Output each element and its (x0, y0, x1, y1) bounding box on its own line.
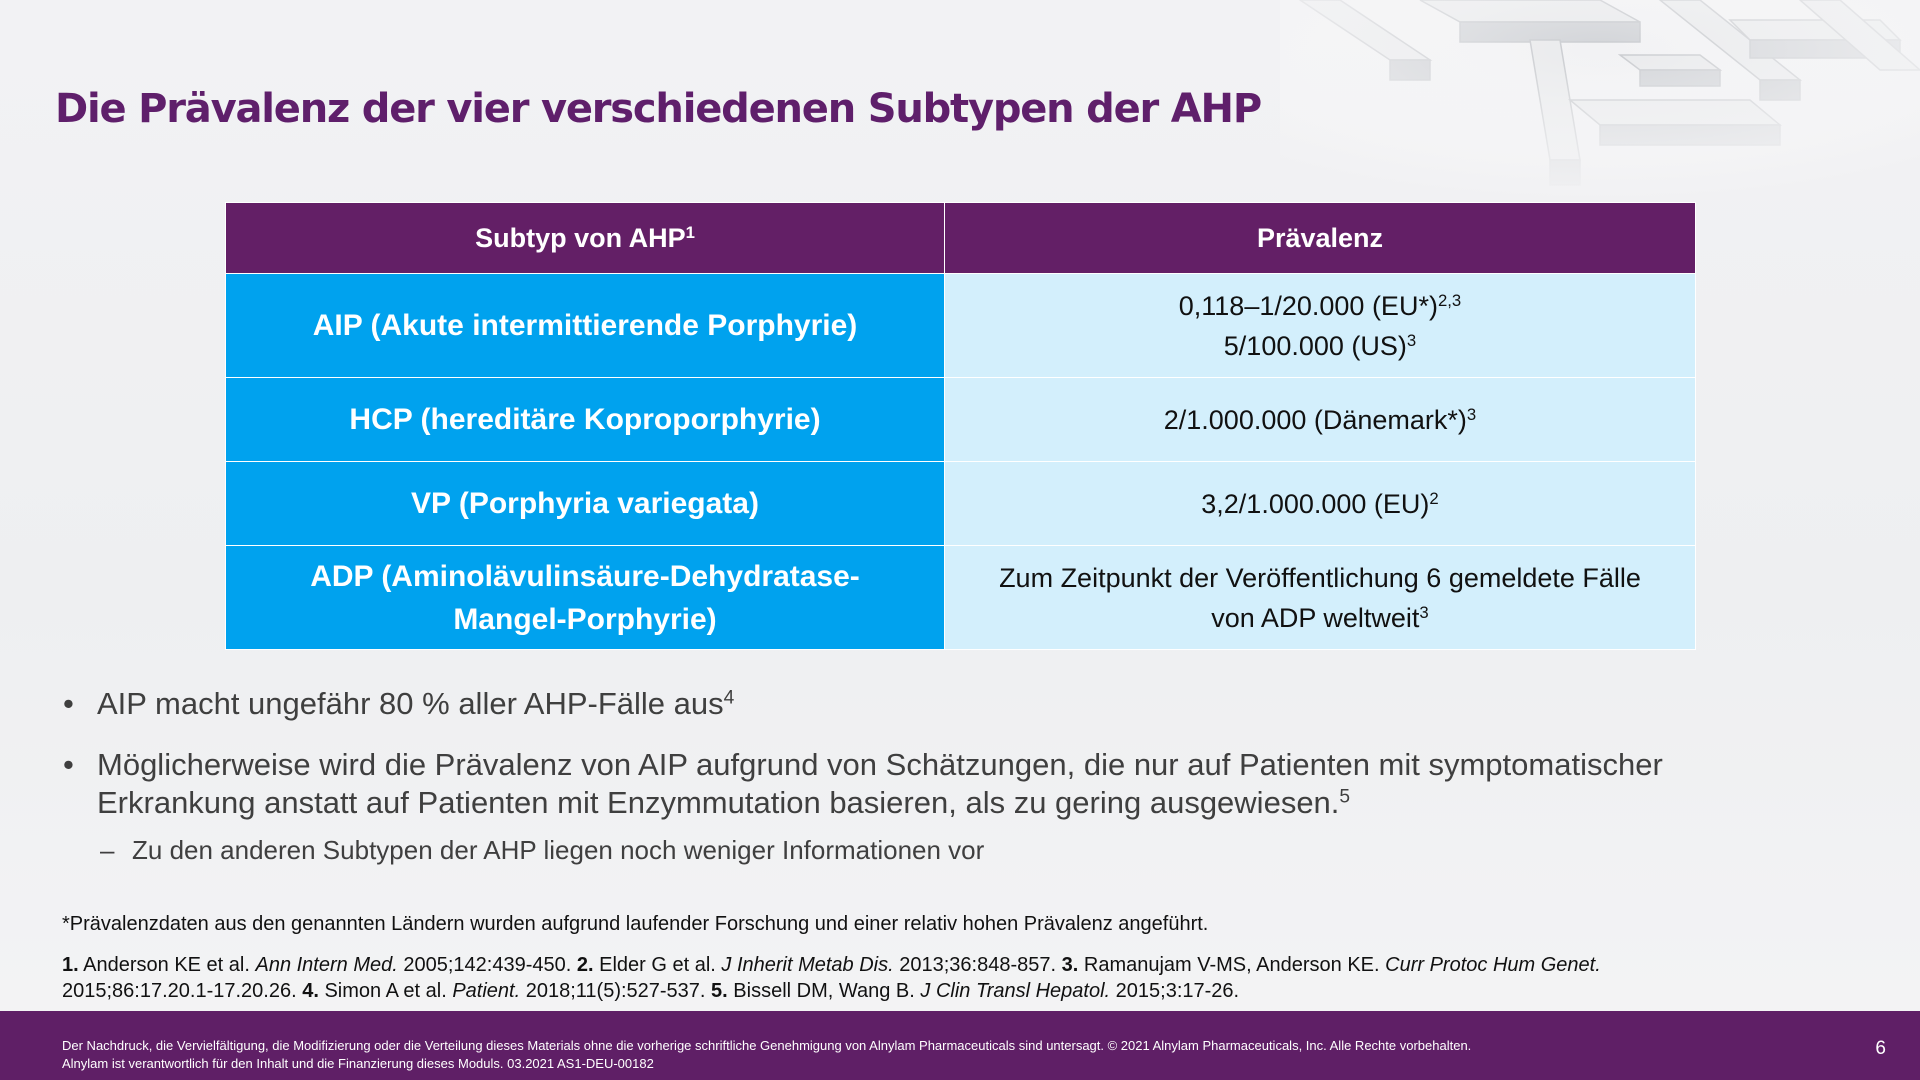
bullet-marker: • (63, 747, 74, 782)
page-title: Die Prävalenz der vier verschiedenen Subtypen der AHP (55, 86, 1261, 132)
reference-item: 1. Anderson KE et al. Ann Intern Med. 2005;142:439-450. (62, 954, 572, 976)
header-subtype: Subtyp von AHP$^1$ (226, 203, 945, 274)
prevalence-cell: 2/1.000.000 (Dänemark*)$^3$ (945, 378, 1696, 462)
table-row (226, 378, 1696, 462)
table-row (226, 546, 1696, 650)
prevalence-table (225, 202, 1696, 650)
reference-item: 4. Simon A et al. Patient. 2018;11(5):527-537. (302, 980, 706, 1002)
sub-bullet-item: – Zu den anderen Subtypen der AHP liegen noch weniger Informationen vor (100, 835, 985, 865)
prevalence-cell: 0,118–1/20.000 $(EU*)^{2,3}$ 5/100.000 (US)$^3$ (945, 274, 1696, 378)
reference-item: 3. Ramanujam V-MS, Anderson KE. Curr Protoc Hum Genet. 2015;86:17.20.1-17.20.26. (62, 954, 1601, 1002)
prevalence-cell: 3,2/1.000.000 (EU)$^2$ (945, 462, 1696, 546)
legal-text: Der Nachdruck, die Vervielfältigung, die Modifizierung oder die Verteilung dieses Materials ohne die vorherige schriftliche Genehmigung von Alnylam Pharmaceuticals sind untersagt. © 2021 Alnylam Pharmaceuticals, Inc. Alle Rechte vorbehalten. Alnylam ist verantwortlich für den Inhalt und die Finanzierung dieses Moduls. 03.2021 AS1-DEU-00182 (62, 1038, 1472, 1071)
bullet-item: • AIP macht ungefähr 80 % aller AHP-Fälle aus$^4$ (63, 686, 735, 721)
dash-marker: – (100, 835, 115, 865)
bullet-marker: • (63, 686, 74, 721)
reference-item: 5. Bissell DM, Wang B. J Clin Transl Hepatol. 2015;3:17-26. (711, 980, 1240, 1002)
header-prevalence: Prävalenz (945, 203, 1696, 274)
page-number: 6 (1875, 1038, 1886, 1059)
bullet-item: • Möglicherweise wird die Prävalenz von AIP aufgrund von Schätzungen, die nur auf Patienten mit symptomatischer Erkrankung anstatt auf Patienten mit Enzymmutation basieren, als zu gering ausgewiesen.$^5$ (63, 747, 1663, 820)
reference-item: 2. Elder G et al. J Inherit Metab Dis. 2013;36:848-857. (576, 954, 1057, 976)
references (62, 952, 1762, 1004)
maze-image (1280, 0, 1920, 200)
bullet-list (60, 685, 1820, 867)
table-row (226, 462, 1696, 546)
footnote: *Prävalenzdaten aus den genannten Ländern wurden aufgrund laufender Forschung und einer relativ hohen Prävalenz angeführt. (62, 913, 1209, 935)
subtype-cell: AIP (Akute intermittierende Porphyrie) (226, 274, 945, 378)
prevalence-cell: Zum Zeitpunkt der Veröffentlichung 6 gemeldete Fälle von ADP weltweit$^3$ (945, 546, 1696, 650)
subtype-cell: HCP (hereditäre Koproporphyrie) (226, 378, 945, 462)
table-row (226, 274, 1696, 378)
table-header-row (226, 203, 1696, 274)
footer-bar (0, 1011, 1920, 1080)
subtype-cell: ADP (Aminolävulinsäure-Dehydratase- Mangel-Porphyrie) (226, 546, 945, 650)
subtype-cell: VP (Porphyria variegata) (226, 462, 945, 546)
